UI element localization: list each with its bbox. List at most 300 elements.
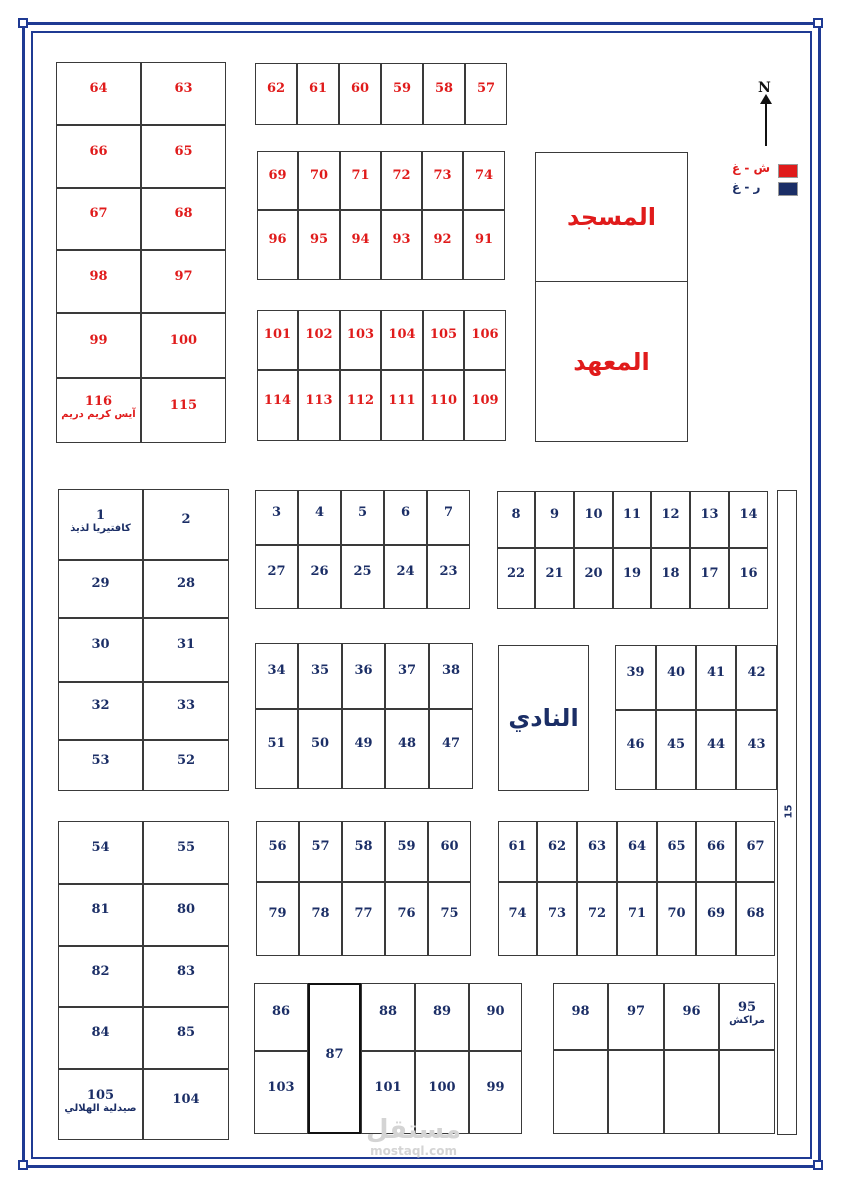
lot-number: 100 [169, 333, 198, 348]
lot-cell [361, 983, 415, 1051]
lot-number: 97 [174, 269, 193, 284]
lot-number: 94 [351, 232, 370, 247]
lot-cell [736, 882, 775, 956]
corner-ornament [813, 18, 823, 28]
lot-cell [729, 491, 768, 548]
lot-cell [381, 370, 423, 441]
lot-cell [428, 882, 471, 956]
lot-cell [736, 645, 777, 710]
lot-number: 5 [357, 505, 368, 520]
lot-number: 111 [388, 393, 416, 408]
lot-cell [340, 310, 381, 370]
lot-cell [537, 821, 577, 882]
lot-number: 36 [354, 663, 373, 678]
lot-cell [615, 710, 656, 790]
lot-number: 96 [682, 1004, 701, 1019]
lot-number: 74 [474, 168, 494, 183]
lot-cell [298, 545, 341, 609]
lot-number: 39 [626, 665, 645, 680]
lot-number: 28 [176, 576, 196, 591]
lot-number: 51 [267, 736, 286, 751]
lot-cell [423, 63, 465, 125]
lot-cell [696, 882, 736, 956]
lot-cell [553, 1050, 608, 1134]
lot-cell [298, 151, 340, 210]
lot-number: 71 [627, 906, 647, 921]
club-building: النادي [498, 645, 589, 791]
lot-number: 59 [397, 839, 416, 854]
lot-number: 17 [700, 566, 719, 581]
lot-cell [342, 643, 385, 709]
lot-cell [469, 1051, 522, 1134]
lot-cell [498, 882, 537, 956]
lot-cell [141, 378, 226, 443]
lot-cell [736, 821, 775, 882]
lot-number: 105 [86, 1088, 115, 1103]
lot-number: 100 [428, 1080, 456, 1095]
lot-number: 81 [91, 902, 110, 917]
lot-cell [617, 821, 657, 882]
lot-number: 30 [91, 637, 110, 652]
lot-cell [385, 709, 429, 789]
lot-number: 23 [439, 564, 458, 579]
lot-cell [577, 882, 617, 956]
lot-number: 64 [627, 839, 647, 854]
lot-number: 92 [433, 232, 452, 247]
lot-cell [298, 210, 340, 280]
lot-cell [256, 882, 299, 956]
lot-number: 31 [176, 637, 196, 652]
lot-number: 44 [706, 737, 726, 752]
lot-number: 74 [508, 906, 527, 921]
lot-cell [298, 643, 342, 709]
lot-cell [729, 548, 768, 609]
lot-note: كافتيريا لذيذ [70, 523, 131, 534]
street-label: 15 [783, 804, 795, 819]
lot-number: 105 [429, 327, 458, 342]
lot-cell [422, 151, 463, 210]
lot-cell [257, 210, 298, 280]
lot-cell [553, 983, 608, 1050]
lot-number: 54 [91, 840, 110, 855]
lot-number: 49 [354, 736, 373, 751]
lot-number: 66 [706, 839, 726, 854]
lot-number: 65 [667, 839, 686, 854]
lot-cell [58, 618, 143, 682]
lot-cell [255, 545, 298, 609]
lot-cell [58, 821, 143, 884]
lot-number: 68 [174, 206, 193, 221]
lot-number: 11 [622, 507, 642, 522]
lot-number: 12 [661, 507, 680, 522]
lot-number: 83 [176, 964, 196, 979]
lot-cell [381, 310, 423, 370]
lot-cell [651, 491, 690, 548]
lot-cell [535, 548, 574, 609]
lot-number: 34 [267, 663, 286, 678]
lot-cell [297, 63, 339, 125]
lot-number: 68 [746, 906, 765, 921]
lot-cell [696, 645, 736, 710]
lot-number: 62 [547, 839, 567, 854]
lot-number: 85 [176, 1025, 196, 1040]
lot-number: 67 [89, 206, 108, 221]
lot-number: 77 [354, 906, 373, 921]
lot-number: 40 [666, 665, 686, 680]
lot-cell [340, 370, 381, 441]
lot-cell [613, 491, 651, 548]
corner-ornament [18, 1160, 28, 1170]
lot-cell [463, 151, 505, 210]
lot-cell [299, 821, 342, 882]
lot-number: 112 [346, 393, 375, 408]
lot-cell [577, 821, 617, 882]
lot-number: 62 [266, 81, 286, 96]
lot-number: 101 [263, 327, 292, 342]
lot-cell [56, 188, 141, 250]
lot-number: 59 [392, 81, 412, 96]
lot-number: 98 [89, 269, 108, 284]
lot-cell [56, 62, 141, 125]
lot-number: 110 [429, 393, 458, 408]
lot-number: 56 [268, 839, 287, 854]
lot-cell [657, 882, 696, 956]
lot-cell [58, 884, 143, 946]
lot-cell [56, 250, 141, 313]
lot-number: 58 [354, 839, 373, 854]
lot-cell [615, 645, 656, 710]
lot-number: 22 [506, 566, 526, 581]
lot-number: 89 [432, 1004, 452, 1019]
lot-number: 63 [174, 81, 193, 96]
lot-cell [143, 560, 229, 618]
lot-cell [58, 946, 143, 1007]
lot-number: 86 [271, 1004, 291, 1019]
lot-number: 96 [268, 232, 287, 247]
lot-number: 104 [172, 1092, 200, 1107]
lot-cell [469, 983, 522, 1051]
lot-cell [381, 63, 423, 125]
lot-number: 82 [91, 964, 110, 979]
lot-number: 97 [626, 1004, 646, 1019]
lot-number: 46 [626, 737, 645, 752]
corner-ornament [813, 1160, 823, 1170]
lot-cell [255, 709, 298, 789]
lot-number: 93 [392, 232, 411, 247]
lot-number: 9 [549, 507, 560, 522]
lot-number: 4 [314, 505, 325, 520]
lot-cell [664, 1050, 719, 1134]
lot-cell [664, 983, 719, 1050]
lot-number: 29 [91, 576, 110, 591]
lot-number: 20 [584, 566, 603, 581]
lot-number: 65 [174, 144, 193, 159]
lot-number: 116 [84, 394, 113, 409]
lot-cell [257, 310, 298, 370]
lot-number: 98 [571, 1004, 590, 1019]
lot-cell [143, 1069, 229, 1140]
lot-number: 1 [95, 508, 106, 523]
lot-cell [656, 710, 696, 790]
lot-note: صيدلية الهلالي [64, 1103, 137, 1114]
lot-note: مراكش [729, 1015, 765, 1026]
lot-cell [339, 63, 381, 125]
lot-number: 99 [89, 333, 108, 348]
mosque-building: المسجد [535, 152, 688, 282]
lot-number: 88 [378, 1004, 398, 1019]
lot-number: 67 [746, 839, 765, 854]
lot-number: 66 [89, 144, 108, 159]
lot-cell [381, 210, 422, 280]
legend-swatch-red [778, 164, 798, 178]
lot-cell [58, 682, 143, 740]
lot-number: 60 [440, 839, 459, 854]
lot-number: 6 [400, 505, 411, 520]
lot-number: 53 [91, 753, 110, 768]
lot-cell [340, 151, 381, 210]
lot-number: 57 [476, 81, 496, 96]
lot-number: 102 [305, 327, 333, 342]
lot-cell [385, 821, 428, 882]
lot-number: 99 [486, 1080, 505, 1095]
lot-cell [56, 378, 141, 443]
lot-number: 21 [545, 566, 564, 581]
lot-cell [340, 210, 381, 280]
lot-cell [56, 125, 141, 188]
lot-cell [143, 489, 229, 560]
lot-cell [58, 1069, 143, 1140]
lot-cell [298, 490, 341, 545]
legend-label-red: ش - غ [732, 161, 771, 175]
lot-number: 115 [169, 398, 198, 413]
lot-cell [696, 710, 736, 790]
lot-number: 79 [268, 906, 287, 921]
lot-cell [143, 682, 229, 740]
north-label: N [758, 80, 771, 96]
corner-ornament [18, 18, 28, 28]
lot-cell [535, 491, 574, 548]
watermark-logo: مستقل mostaql.com [366, 1115, 462, 1158]
lot-cell [651, 548, 690, 609]
lot-cell [141, 62, 226, 125]
lot-cell [497, 548, 535, 609]
lot-cell [141, 313, 226, 378]
lot-cell [342, 882, 385, 956]
lot-cell [497, 491, 535, 548]
lot-number: 101 [374, 1080, 402, 1095]
lot-cell [255, 63, 297, 125]
lot-cell [257, 151, 298, 210]
lot-cell [427, 490, 470, 545]
lot-number: 90 [486, 1004, 505, 1019]
lot-number: 61 [508, 839, 527, 854]
lot-cell [143, 618, 229, 682]
legend-label-blue: ر - غ [732, 180, 761, 194]
lot-number: 10 [584, 507, 603, 522]
lot-cell [298, 709, 342, 789]
lot-number: 47 [441, 736, 461, 751]
lot-number: 73 [433, 168, 452, 183]
lot-number: 75 [440, 906, 459, 921]
lot-number: 3 [271, 505, 282, 520]
lot-number: 69 [706, 906, 726, 921]
lot-number: 69 [268, 168, 287, 183]
lot-number: 33 [176, 698, 196, 713]
lot-number: 84 [91, 1025, 110, 1040]
lot-number: 2 [181, 512, 191, 527]
lot-number: 19 [622, 566, 642, 581]
lot-cell [719, 983, 775, 1050]
lot-cell [143, 946, 229, 1007]
lot-cell [719, 1050, 775, 1134]
lot-number: 58 [434, 81, 454, 96]
lot-number: 27 [267, 564, 286, 579]
lot-number: 103 [346, 327, 375, 342]
lot-cell [342, 709, 385, 789]
legend-swatch-blue [778, 182, 798, 196]
lot-cell [342, 821, 385, 882]
lot-cell [608, 1050, 664, 1134]
lot-number: 50 [310, 736, 330, 751]
lot-cell [574, 548, 613, 609]
lot-number: 61 [308, 81, 328, 96]
lot-number: 48 [397, 736, 417, 751]
lot-cell [415, 983, 469, 1051]
lot-cell [613, 548, 651, 609]
lot-cell [58, 1007, 143, 1069]
lot-cell [141, 125, 226, 188]
lot-number: 70 [309, 168, 329, 183]
lot-number: 60 [350, 81, 370, 96]
lot-number: 38 [441, 663, 461, 678]
lot-cell [690, 491, 729, 548]
lot-cell [690, 548, 729, 609]
lot-number: 16 [739, 566, 758, 581]
lot-cell [617, 882, 657, 956]
lot-number: 106 [471, 327, 499, 342]
lot-number: 103 [267, 1080, 295, 1095]
lot-number: 45 [666, 737, 686, 752]
lot-number: 91 [474, 232, 494, 247]
lot-number: 95 [737, 1000, 757, 1015]
lot-number: 43 [747, 737, 766, 752]
lot-cell [656, 645, 696, 710]
lot-cell [141, 188, 226, 250]
lot-cell [429, 709, 473, 789]
lot-number: 109 [471, 393, 499, 408]
lot-cell [422, 210, 463, 280]
lot-number: 63 [587, 839, 607, 854]
lot-cell [254, 983, 308, 1051]
lot-number: 52 [176, 753, 196, 768]
lot-cell [255, 643, 298, 709]
lot-number: 37 [397, 663, 417, 678]
lot-cell [574, 491, 613, 548]
lot-cell [299, 882, 342, 956]
lot-number: 73 [547, 906, 567, 921]
lot-number: 95 [309, 232, 329, 247]
lot-cell [423, 310, 464, 370]
lot-cell [56, 313, 141, 378]
lot-cell [427, 545, 470, 609]
lot-cell [381, 151, 422, 210]
lot-cell [143, 884, 229, 946]
institute-building: المعهد [535, 281, 688, 442]
lot-number: 8 [511, 507, 521, 522]
lot-number: 57 [311, 839, 330, 854]
lot-number: 76 [397, 906, 416, 921]
north-arrowhead-icon [760, 94, 772, 104]
lot-cell [341, 490, 384, 545]
lot-number: 64 [89, 81, 108, 96]
lot-cell [537, 882, 577, 956]
lot-number: 80 [176, 902, 196, 917]
lot-cell [58, 740, 143, 791]
lot-note: آيس كريم دريم [61, 409, 136, 420]
lot-cell [308, 983, 361, 1134]
lot-number: 104 [388, 327, 416, 342]
lot-cell [143, 740, 229, 791]
lot-cell [384, 490, 427, 545]
lot-cell [465, 63, 507, 125]
lot-cell [696, 821, 736, 882]
lot-cell [384, 545, 427, 609]
lot-cell [464, 310, 506, 370]
lot-number: 14 [739, 507, 758, 522]
lot-cell [58, 489, 143, 560]
lot-number: 18 [661, 566, 680, 581]
lot-number: 7 [443, 505, 454, 520]
lot-number: 35 [310, 663, 330, 678]
lot-number: 87 [325, 1047, 344, 1062]
lot-number: 32 [91, 698, 110, 713]
lot-cell [58, 560, 143, 618]
lot-cell [657, 821, 696, 882]
lot-number: 42 [747, 665, 766, 680]
lot-cell [143, 821, 229, 884]
lot-number: 26 [310, 564, 329, 579]
lot-cell [143, 1007, 229, 1069]
lot-number: 70 [667, 906, 686, 921]
lot-number: 13 [700, 507, 719, 522]
lot-cell [385, 643, 429, 709]
lot-cell [341, 545, 384, 609]
lot-cell [736, 710, 777, 790]
lot-cell [385, 882, 428, 956]
lot-number: 113 [305, 393, 333, 408]
lot-cell [463, 210, 505, 280]
lot-number: 78 [311, 906, 330, 921]
lot-cell [255, 490, 298, 545]
lot-number: 71 [351, 168, 370, 183]
lot-number: 72 [392, 168, 411, 183]
lot-number: 114 [263, 393, 292, 408]
lot-number: 24 [396, 564, 415, 579]
lot-cell [429, 643, 473, 709]
lot-number: 72 [587, 906, 607, 921]
lot-number: 55 [176, 840, 196, 855]
lot-cell [141, 250, 226, 313]
lot-cell [257, 370, 298, 441]
lot-cell [423, 370, 464, 441]
lot-cell [298, 310, 340, 370]
lot-cell [254, 1051, 308, 1134]
lot-cell [498, 821, 537, 882]
lot-number: 41 [706, 665, 726, 680]
lot-cell [428, 821, 471, 882]
lot-cell [256, 821, 299, 882]
lot-cell [608, 983, 664, 1050]
